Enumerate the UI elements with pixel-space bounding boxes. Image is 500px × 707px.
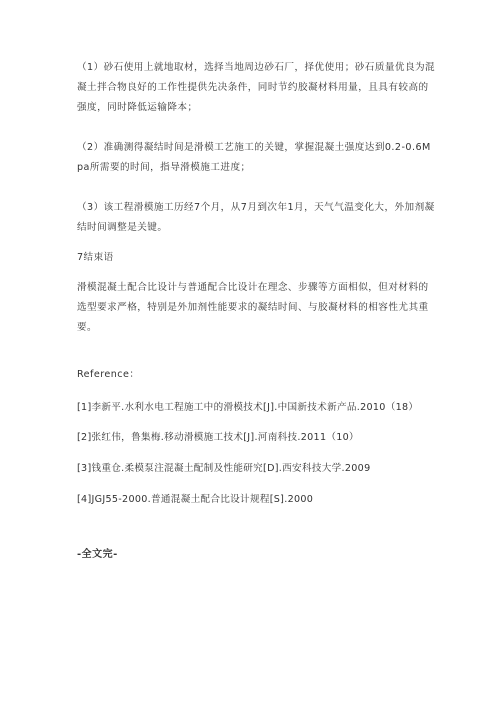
reference-item-4: [4]JGJ55-2000.普通混凝土配合比设计规程[S].2000 (77, 494, 314, 505)
section-heading-conclusion: 7结束语 (77, 252, 114, 263)
conclusion-paragraph: 滑模混凝土配合比设计与普通配合比设计在理念、步骤等方面相似，但对材料的选型要求严格，特别是外加剂性能要求的凝结时间、与胶凝材料的相容性尤其重要。 (77, 282, 429, 333)
reference-item-2: [2]张红伟，鲁集梅.移动滑模施工技术[J].河南科技.2011（10） (77, 432, 359, 443)
paragraph-item-3: （3）该工程滑模施工历经7个月，从7月到次年1月，天气气温变化大，外加剂凝结时间调整是关键。 (77, 202, 435, 233)
reference-item-3: [3]钱重仓.柔模泵注混凝土配制及性能研究[D].西安科技大学.2009 (77, 463, 371, 474)
reference-item-1: [1]李新平.水利水电工程施工中的滑模技术[J].中国新技术新产品.2010（18） (77, 402, 419, 413)
paragraph-item-2: （2）准确测得凝结时间是滑模工艺施工的关键，掌握混凝土强度达到0.2-0.6Mpa所需要的时间，指导滑模施工进度； (77, 142, 431, 173)
end-mark: -全文完- (77, 549, 118, 560)
reference-heading: Reference： (77, 369, 140, 380)
paragraph-item-1: （1）砂石使用上就地取材，选择当地周边砂石厂，择优使用；砂石质量优良为混凝土拌合物良好的工作性提供先决条件，同时节约胶凝材料用量，且具有较高的强度，同时降低运输降本； (77, 62, 436, 113)
